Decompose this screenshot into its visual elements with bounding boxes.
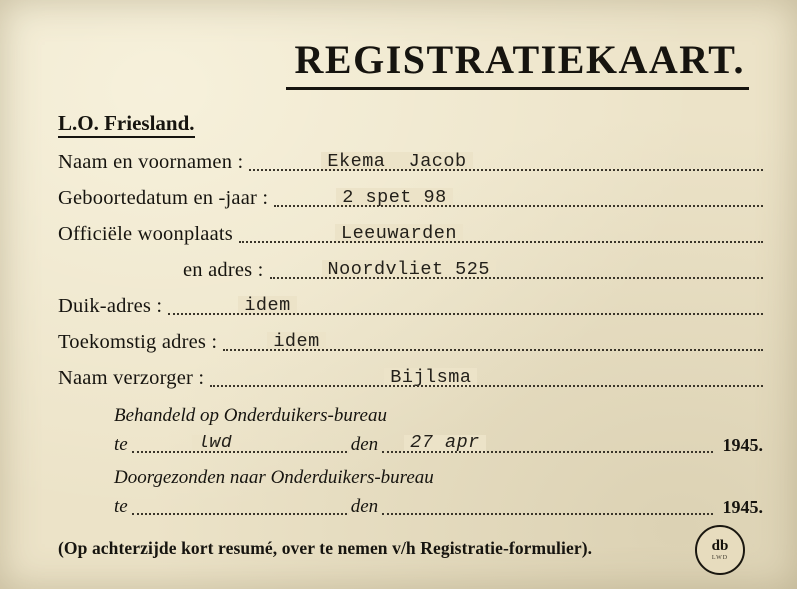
field-value-address: Noordvliet 525 xyxy=(322,260,496,279)
field-value-caretaker: Bijlsma xyxy=(384,368,477,387)
field-row-caretaker xyxy=(58,367,763,390)
field-row-birthdate xyxy=(58,187,763,210)
stamp-subtext: LWD xyxy=(711,555,729,561)
organization-subtitle: L.O. Friesland. xyxy=(58,112,195,138)
forwarded-te-label: te xyxy=(114,495,128,517)
field-dots-hiding-address xyxy=(168,296,763,318)
handled-te-value: lwd xyxy=(192,435,239,453)
field-row-future-address xyxy=(58,331,763,354)
handled-den-label: den xyxy=(350,433,379,455)
forwarded-year: 1945. xyxy=(722,496,763,517)
handled-year: 1945. xyxy=(722,434,763,455)
forwarded-heading: Doorgezonden naar Onderduikers-bureau xyxy=(114,466,434,488)
field-value-residence: Leeuwarden xyxy=(335,224,463,243)
forwarded-den-dots xyxy=(382,497,712,518)
card-content xyxy=(58,22,763,573)
field-label-name: Naam en voornamen : xyxy=(58,151,244,174)
forwarded-te-dots xyxy=(132,497,347,518)
field-label-address: en adres : xyxy=(183,259,264,282)
field-value-future-address: idem xyxy=(267,332,325,351)
field-dots-birthdate xyxy=(274,188,763,210)
field-value-hiding-address: idem xyxy=(238,296,296,315)
field-label-hiding-address: Duik-adres : xyxy=(58,295,163,318)
field-row-address xyxy=(58,259,763,282)
stamp-initials: db xyxy=(711,538,729,554)
field-dots-residence xyxy=(239,224,763,246)
handled-te-label: te xyxy=(114,433,128,455)
field-dots-address xyxy=(270,260,763,282)
footnote: (Op achterzijde kort resumé, over te nemen v/h Registratie-formulier). xyxy=(58,537,593,558)
field-dots-caretaker xyxy=(210,368,763,390)
handled-heading: Behandeld op Onderduikers-bureau xyxy=(114,405,387,427)
field-label-future-address: Toekomstig adres : xyxy=(58,331,218,354)
field-label-caretaker: Naam verzorger : xyxy=(58,367,205,390)
field-label-birthdate: Geboortedatum en -jaar : xyxy=(58,187,269,210)
field-dots-name xyxy=(249,152,763,174)
handled-line xyxy=(58,434,763,456)
handled-te-dots xyxy=(132,435,347,456)
forwarded-line xyxy=(58,496,763,518)
field-label-residence: Officiële woonplaats xyxy=(58,223,233,246)
field-value-birthdate: 2 spet 98 xyxy=(336,188,452,207)
page-title: REGISTRATIEKAART. xyxy=(294,37,745,82)
forwarded-den-label: den xyxy=(350,495,379,517)
field-dots-future-address xyxy=(223,332,763,354)
field-row-residence xyxy=(58,223,763,246)
title-underline xyxy=(286,87,749,90)
field-row-hiding-address xyxy=(58,295,763,318)
field-value-name: Ekema Jacob xyxy=(321,152,472,171)
handled-den-dots xyxy=(382,435,712,456)
field-row-name xyxy=(58,151,763,174)
official-stamp-icon xyxy=(695,525,745,575)
handled-den-value: 27 apr xyxy=(404,435,486,453)
